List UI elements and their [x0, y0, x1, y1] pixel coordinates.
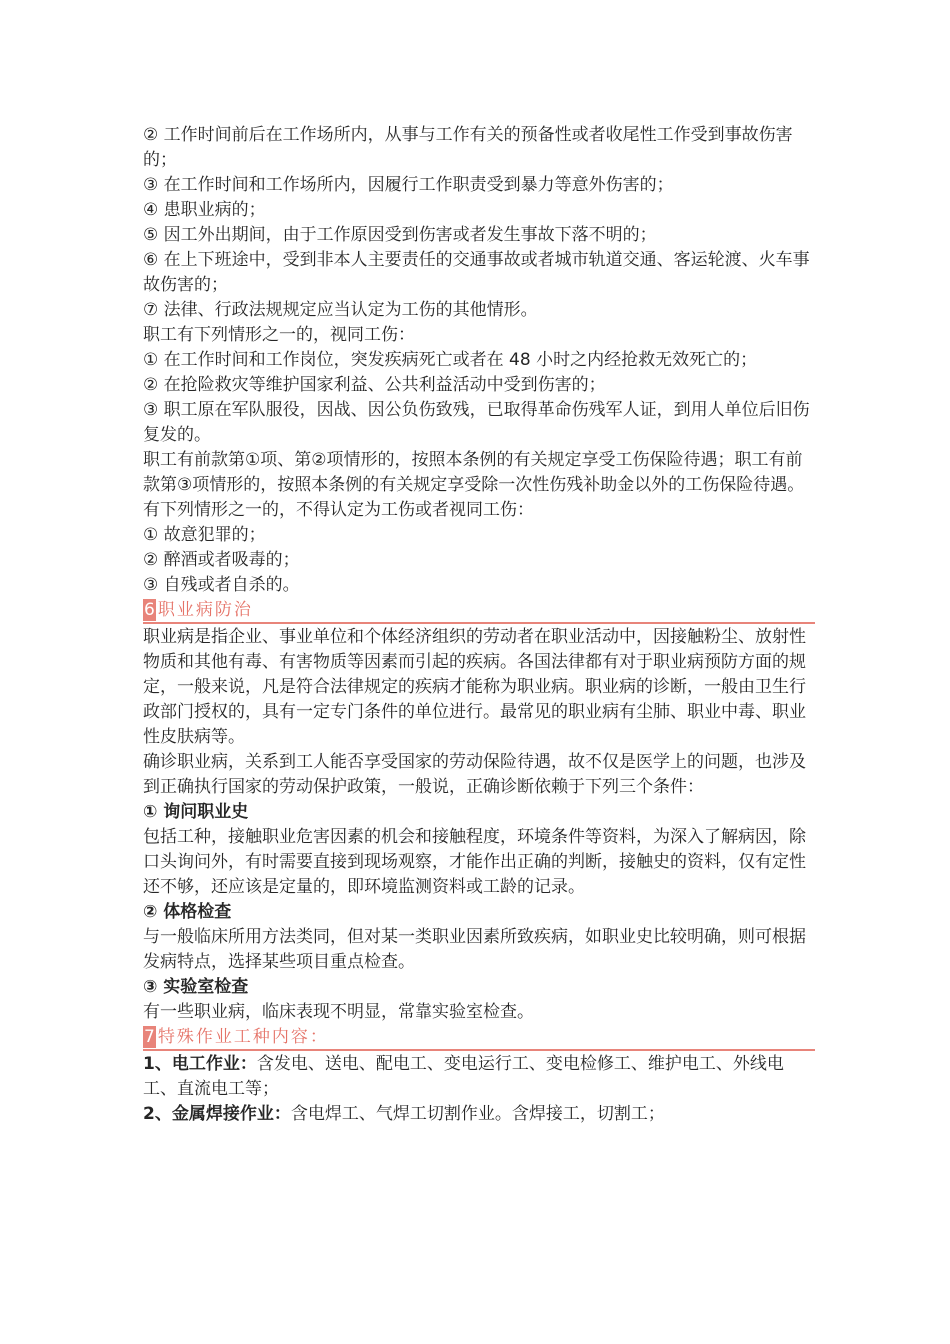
- list-item: [143, 1052, 815, 1102]
- paragraph: ⑤ 因工外出期间，由于工作原因受到伤害或者发生事故下落不明的；: [143, 225, 657, 245]
- paragraph: ① 在工作时间和工作岗位，突发疾病死亡或者在 48 小时之内经抢救无效死亡的；: [143, 350, 758, 370]
- paragraph: 职工有下列情形之一的，视同工伤：: [143, 325, 415, 345]
- subheading: ② 体格检查: [143, 902, 232, 922]
- paragraph: ② 醉酒或者吸毒的；: [143, 550, 300, 570]
- list-item: [143, 1102, 815, 1127]
- paragraph: ③ 职工原在军队服役，因战、因公负伤致残，已取得革命伤残军人证，到用人单位后旧伤复发的。: [143, 400, 810, 445]
- paragraph: 职工有前款第①项、第②项情形的，按照本条例的有关规定享受工伤保险待遇；职工有前款第③项情形的，按照本条例的有关规定享受除一次性伤残补助金以外的工伤保险待遇。: [143, 450, 805, 495]
- paragraph: ⑦ 法律、行政法规规定应当认定为工伤的其他情形。: [143, 300, 538, 320]
- section-number: 6: [144, 600, 155, 620]
- item-label: 2、金属焊接作业：: [143, 1104, 291, 1124]
- item-text: 含发电、送电、配电工、变电运行工、变电检修工、维护电工、外线电工、直流电工等；: [143, 1054, 784, 1099]
- item-text: 含电焊工、气焊工切割作业。含焊接工，切割工；: [290, 1104, 665, 1124]
- document-page: [143, 123, 815, 1127]
- paragraph: ③ 自残或者自杀的。: [143, 575, 300, 595]
- paragraph: 包括工种，接触职业危害因素的机会和接触程度，环境条件等资料，为深入了解病因，除口头询问外，有时需要直接到现场观察，才能作出正确的判断，接触史的资料，仅有定性还不够，还应该是定量的，即环境监测资料或工龄的记录。: [143, 827, 806, 897]
- paragraph: ② 在抢险救灾等维护国家利益、公共利益活动中受到伤害的；: [143, 375, 606, 395]
- paragraph: 与一般临床所用方法类同，但对某一类职业因素所致疾病，如职业史比较明确，则可根据发病特点，选择某些项目重点检查。: [143, 927, 806, 972]
- section-number: 7: [144, 1027, 155, 1047]
- paragraph: ⑥ 在上下班途中，受到非本人主要责任的交通事故或者城市轨道交通、客运轮渡、火车事故伤害的；: [143, 250, 810, 295]
- subheading: ③ 实验室检查: [143, 977, 249, 997]
- paragraph: ② 工作时间前后在工作场所内，从事与工作有关的预备性或者收尾性工作受到事故伤害的；: [143, 125, 793, 170]
- section-heading-6: [143, 598, 815, 624]
- paragraph: ① 故意犯罪的；: [143, 525, 266, 545]
- item-label: 1、电工作业：: [143, 1054, 257, 1074]
- paragraph: 职业病是指企业、事业单位和个体经济组织的劳动者在职业活动中，因接触粉尘、放射性物质和其他有毒、有害物质等因素而引起的疾病。各国法律都有对于职业病预防方面的规定，一般来说，凡是符合法律规定的疾病才能称为职业病。职业病的诊断，一般由卫生行政部门授权的，具有一定专门条件的单位进行。最常见的职业病有尘肺、职业中毒、职业性皮肤病等。: [143, 627, 806, 747]
- section-title: 特殊作业工种内容：: [157, 1027, 329, 1047]
- paragraph: 确诊职业病，关系到工人能否享受国家的劳动保险待遇，故不仅是医学上的问题，也涉及到正确执行国家的劳动保护政策，一般说，正确诊断依赖于下列三个条件：: [143, 752, 806, 797]
- section-title: 职业病防治: [157, 600, 253, 620]
- paragraph: ③ 在工作时间和工作场所内，因履行工作职责受到暴力等意外伤害的；: [143, 175, 674, 195]
- section-heading-7: [143, 1025, 815, 1051]
- paragraph: 有下列情形之一的，不得认定为工伤或者视同工伤：: [143, 500, 534, 520]
- subheading: ① 询问职业史: [143, 802, 249, 822]
- paragraph: ④ 患职业病的；: [143, 200, 266, 220]
- paragraph: 有一些职业病，临床表现不明显，常靠实验室检查。: [143, 1002, 534, 1022]
